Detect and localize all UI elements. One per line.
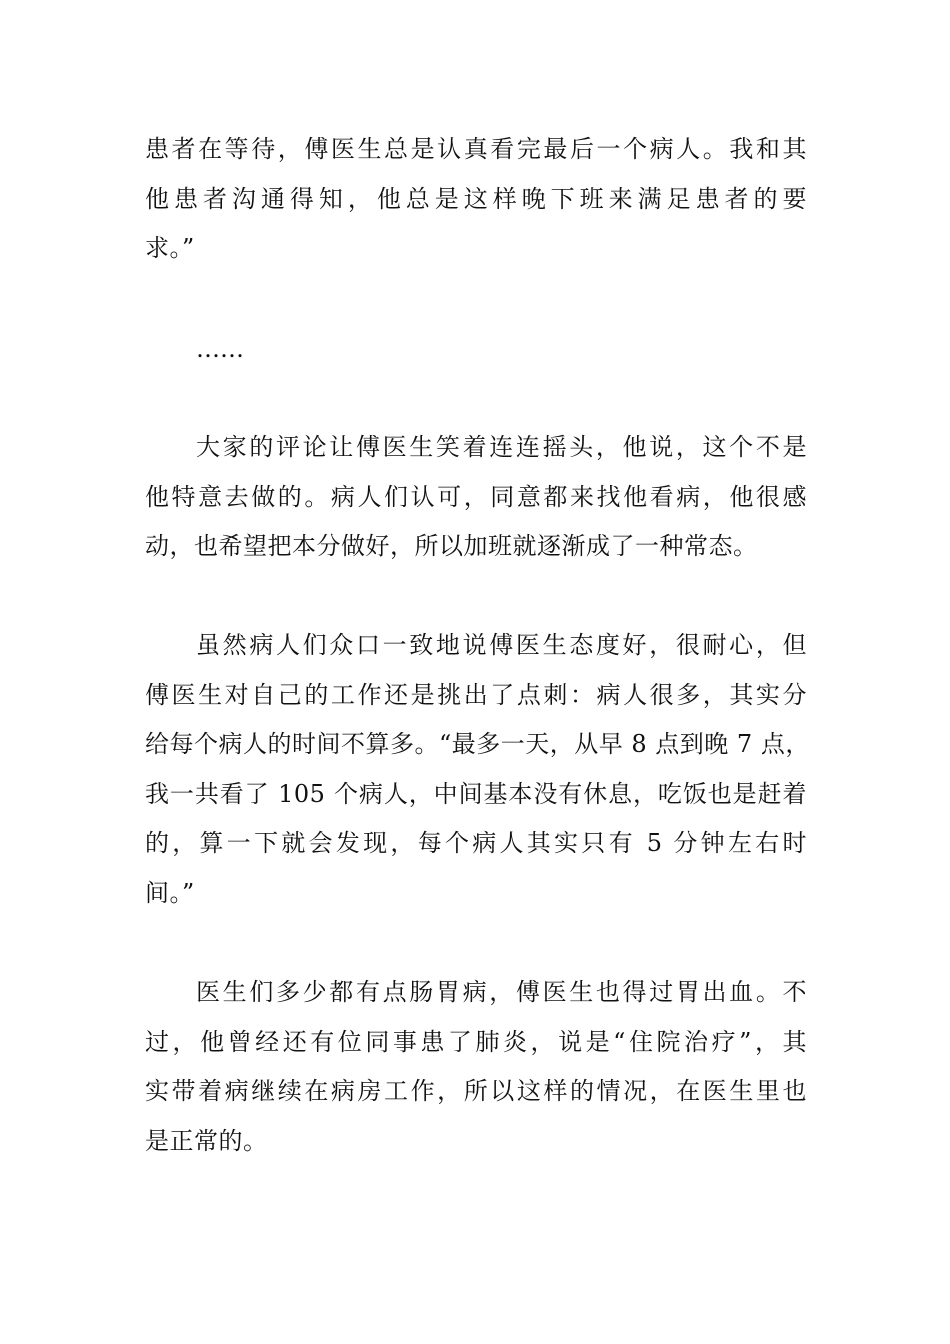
paragraph-2-line-1: 大家的评论让傅医生笑着连连摇头，他说，这个不是 xyxy=(196,433,807,461)
paragraph-3-line-6: 间。” xyxy=(145,878,195,907)
paragraph-3-line-2: 傅医生对自己的工作还是挑出了点刺：病人很多，其实分 xyxy=(145,680,807,709)
paragraph-4-line-4: 是正常的。 xyxy=(145,1126,268,1155)
paragraph-2-line-3: 动，也希望把本分做好，所以加班就逐渐成了一种常态。 xyxy=(145,532,758,560)
paragraph-3-line-1: 虽然病人们众口一致地说傅医生态度好，很耐心，但 xyxy=(196,631,807,659)
paragraph-3-line-3: 给每个病人的时间不算多。“最多一天，从早 8 点到晚 7 点， xyxy=(145,730,810,758)
paragraph-3 xyxy=(145,621,810,918)
ellipsis-separator: …… xyxy=(196,335,244,363)
paragraph-2 xyxy=(145,423,807,572)
paragraph-4-line-1: 医生们多少都有点肠胃病，傅医生也得过胃出血。不 xyxy=(196,978,807,1006)
paragraph-3-line-4: 我一共看了 105 个病人，中间基本没有休息，吃饭也是赶着 xyxy=(145,779,807,808)
paragraph-3-line-5: 的，算一下就会发现，每个病人其实只有 5 分钟左右时 xyxy=(145,829,807,857)
paragraph-4-line-3: 实带着病继续在病房工作，所以这样的情况，在医生里也 xyxy=(145,1077,807,1105)
paragraph-1-line-2: 他患者沟通得知，他总是这样晚下班来满足患者的要 xyxy=(145,184,807,213)
paragraph-1 xyxy=(145,125,807,274)
paragraph-4-line-2: 过，他曾经还有位同事患了肺炎，说是“住院治疗”，其 xyxy=(145,1027,807,1056)
paragraph-1-line-1: 患者在等待，傅医生总是认真看完最后一个病人。我和其 xyxy=(145,135,807,163)
paragraph-4 xyxy=(145,968,807,1166)
paragraph-1-line-3: 求。” xyxy=(145,234,195,262)
paragraph-2-line-2: 他特意去做的。病人们认可，同意都来找他看病，他很感 xyxy=(145,482,807,511)
